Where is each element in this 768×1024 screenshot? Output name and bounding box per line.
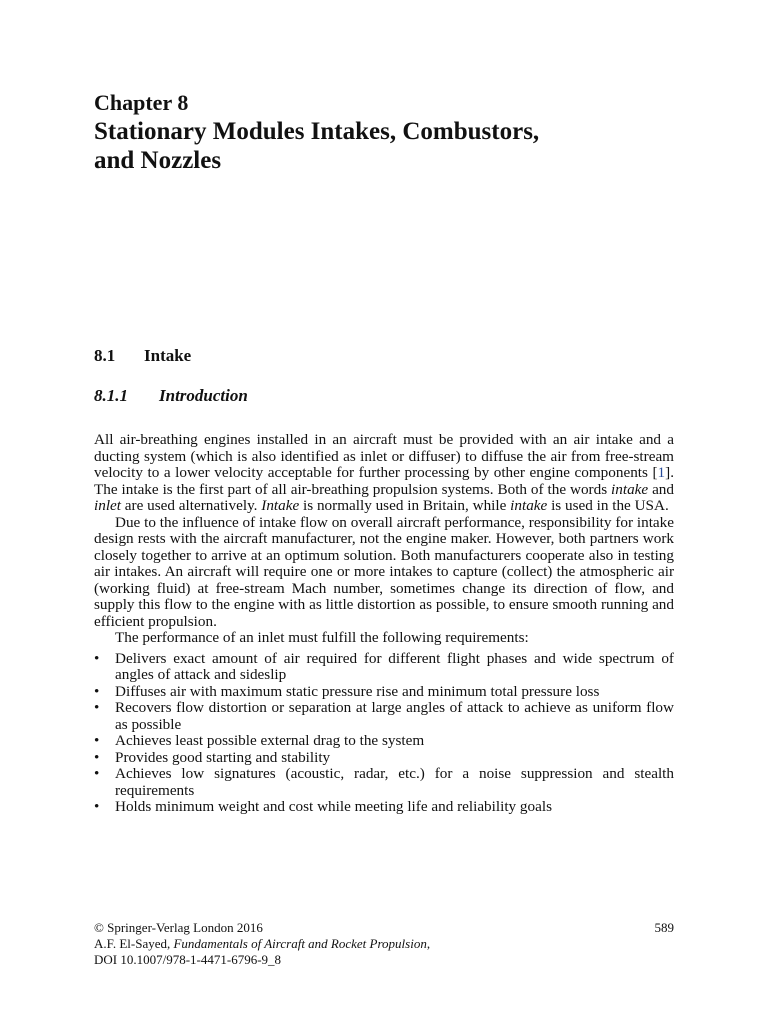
term-intake: intake [611,480,649,498]
list-item-text: Provides good starting and stability [115,748,331,766]
list-item [94,733,674,750]
list-item [94,766,674,799]
paragraph-intro-part-3: and [648,480,674,498]
body-text [94,432,674,816]
list-item-text: Achieves low signatures (acoustic, radar, etc.) for a noise suppression and stealth requirements [115,765,674,799]
term-inlet: inlet [94,497,121,514]
paragraph-intro-part-5: is normally used in Britain, while [299,497,511,514]
doi[interactable]: DOI 10.1007/978-1-4471-6796-9_8 [94,952,282,967]
copyright-notice: © Springer-Verlag London 2016 [94,920,263,935]
list-item-text: Achieves least possible external drag to the system [115,732,425,749]
bullet-icon: • [94,732,100,749]
term-intake-usa: intake [510,497,548,514]
section-number: 8.1 [94,346,116,365]
footer-row-copyright [94,920,674,936]
list-item [94,684,674,701]
paragraph-design-responsibility: Due to the influence of intake flow on overall aircraft performance, responsibility for intake design rests with the aircraft manufacturer, not the engine maker. However, both partners work closely together to arrive at an optimum solution. Both manufacturers cooperate also in testing air intakes. An aircraft will require one or more intakes to capture (collect) the atmospheric air (working fluid) at free-stream Mach number, sometimes change its direction of flow, and supply this flow to the engine with as little distortion as possible, to ensure smooth running and efficient propulsion. [94,513,674,630]
chapter-title [94,117,694,175]
subsection-heading [94,385,248,407]
bullet-icon: • [94,682,100,700]
paragraph-intro-part-2: ]. The intake is the first part of all air-breathing propulsion systems. Both of the words [94,464,674,498]
chapter-title-line-1: Stationary Modules Intakes, Combustors, [94,118,540,145]
term-intake-britain: Intake [261,497,300,514]
bullet-icon: • [94,748,100,766]
citation-book-title: Fundamentals of Aircraft and Rocket Propulsion [173,936,427,951]
paragraph-intro-part-4: are used alternatively. [121,497,262,514]
page-number: 589 [654,920,674,935]
footer [94,920,674,968]
requirements-list [94,651,674,816]
paragraph-requirements-intro: The performance of an inlet must fulfill the following requirements: [115,629,529,646]
section-heading [94,345,191,367]
list-item [94,700,674,733]
list-item-text: Diffuses air with maximum static pressure rise and minimum total pressure loss [115,682,600,700]
list-item-text: Holds minimum weight and cost while meeting life and reliability goals [115,798,552,815]
list-item-text: Recovers flow distortion or separation at large angles of attack to achieve as uniform flow as possible [115,699,674,733]
list-item [94,651,674,684]
subsection-number: 8.1.1 [94,386,128,405]
subsection-title: Introduction [159,386,248,405]
list-item [94,750,674,767]
list-item-text: Delivers exact amount of air required for different flight phases and wide spectrum of angles of attack and sideslip [115,649,674,683]
paragraph-intro-part-1: All air-breathing engines installed in an aircraft must be provided with an air intake and a ducting system (which is also identified as inlet or diffuser) to diffuse the air from free-stream velocity to a lower velocity acceptable for further processing by other engine components [ [94,431,674,481]
bullet-icon: • [94,699,100,716]
citation-author: A.F. El-Sayed, [94,936,174,951]
list-item [94,799,674,816]
paragraph-intro [94,432,674,515]
paragraph-intro-part-6: is used in the USA. [547,497,669,514]
bullet-icon: • [94,765,100,782]
citation [94,936,674,952]
chapter-label: Chapter 8 [94,90,189,115]
reference-link[interactable]: 1 [657,464,666,481]
bullet-icon: • [94,798,100,815]
chapter-title-line-2: and Nozzles [94,147,222,174]
citation-separator: , [426,936,431,951]
section-title: Intake [144,346,192,365]
bullet-icon: • [94,649,100,667]
